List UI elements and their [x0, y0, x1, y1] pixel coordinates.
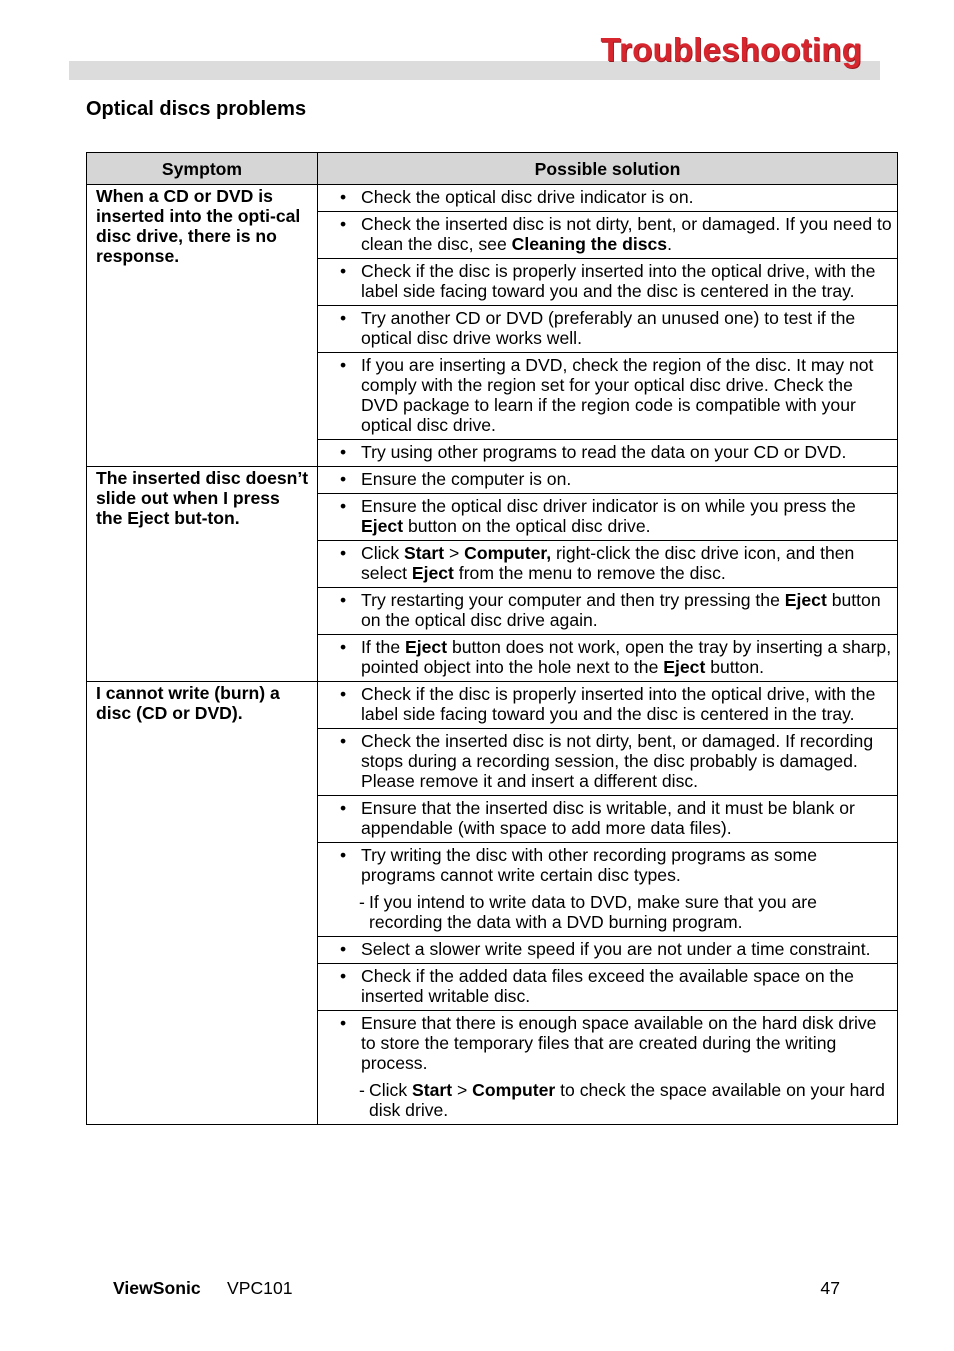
solution-text — [361, 731, 893, 791]
text-segment: Check if the added data files exceed the available space on the inserted writable disc. — [361, 966, 854, 1006]
solution-cell — [318, 494, 898, 541]
symptom-cell: The inserted disc doesn’t slide out when I press the Eject but-ton. — [87, 467, 318, 682]
bullet-icon: • — [340, 261, 347, 281]
text-segment: button. — [705, 657, 765, 677]
text-segment: Check if the disc is properly inserted into the optical drive, with the label side facing toward you and the disc is centered in the tray. — [361, 261, 876, 301]
text-segment: Select a slower write speed if you are not under a time constraint. — [361, 939, 871, 959]
solution-item — [340, 543, 893, 583]
solution-item — [340, 966, 893, 1006]
solution-text — [361, 590, 893, 630]
table-row — [87, 185, 898, 212]
bold-term: Cleaning the discs — [511, 234, 668, 254]
dash-marker: - — [359, 1080, 365, 1100]
solution-text — [361, 1013, 893, 1073]
text-segment: Ensure that the inserted disc is writable, and it must be blank or appendable (with space to add more data files). — [361, 798, 855, 838]
solution-text — [361, 496, 893, 536]
text-segment: button on the optical disc drive. — [403, 516, 651, 536]
bullet-icon: • — [340, 731, 347, 751]
bullet-icon: • — [340, 187, 347, 207]
bullet-icon: • — [340, 1013, 347, 1033]
text-segment: to check the space available on your hard disk drive. — [369, 1080, 885, 1120]
bullet-icon: • — [340, 684, 347, 704]
bullet-icon: • — [340, 543, 347, 563]
solution-cell — [318, 440, 898, 467]
bullet-icon: • — [340, 469, 347, 489]
solution-cell — [318, 588, 898, 635]
solution-item — [340, 469, 893, 489]
text-segment: Check the inserted disc is not dirty, bent, or damaged. If recording stops during a recording session, the disc probably is damaged. Please remove it and insert a different disc. — [361, 731, 874, 791]
table-row — [87, 467, 898, 494]
solution-cell — [318, 843, 898, 937]
solution-text — [361, 845, 893, 885]
bullet-icon: • — [340, 214, 347, 234]
solution-item — [340, 798, 893, 838]
solution-item — [340, 355, 893, 435]
symptom-header: Symptom — [87, 153, 318, 185]
text-segment: If you are inserting a DVD, check the region of the disc. It may not comply with the region set for your optical disc drive. Check the DVD package to learn if the region code is compatible with your optical disc drive. — [361, 355, 874, 435]
page-title: Troubleshooting — [600, 31, 862, 68]
solution-text — [361, 214, 893, 254]
bold-term: Start — [412, 1080, 453, 1100]
text-segment: Try writing the disc with other recording programs as some programs cannot write certain disc types. — [361, 845, 817, 885]
text-segment: . — [667, 234, 672, 254]
subnote-text — [369, 1080, 893, 1120]
solution-item — [340, 214, 893, 254]
symptom-cell: When a CD or DVD is inserted into the opti-cal disc drive, there is no response. — [87, 185, 318, 467]
solution-item — [340, 731, 893, 791]
page-number: 47 — [820, 1278, 840, 1298]
bullet-icon: • — [340, 308, 347, 328]
solution-text — [361, 543, 893, 583]
solution-text — [361, 966, 893, 1006]
text-segment: If the — [361, 637, 406, 657]
solution-item — [340, 1013, 893, 1073]
solution-subnote — [340, 892, 893, 932]
bullet-icon: • — [340, 496, 347, 516]
solution-cell — [318, 964, 898, 1011]
solution-cell — [318, 729, 898, 796]
table-header-row — [87, 153, 898, 185]
text-segment: Check the optical disc drive indicator is on. — [361, 187, 694, 207]
bullet-icon: • — [340, 637, 347, 657]
bullet-icon: • — [340, 966, 347, 986]
text-segment: Check if the disc is properly inserted into the optical drive, with the label side facing toward you and the disc is centered in the tray. — [361, 684, 876, 724]
solution-cell — [318, 937, 898, 964]
text-segment: right-click the disc drive icon, and then select — [361, 543, 855, 583]
solution-cell — [318, 353, 898, 440]
text-segment: > — [444, 543, 465, 563]
solution-item — [340, 187, 893, 207]
text-segment: If you intend to write data to DVD, make sure that you are recording the data with a DVD burning program. — [369, 892, 817, 932]
bullet-icon: • — [340, 845, 347, 865]
text-segment: Ensure the optical disc driver indicator is on while you press the — [361, 496, 856, 516]
text-segment: Ensure that there is enough space available on the hard disk drive to store the temporary files that are created during the writing process. — [361, 1013, 877, 1073]
text-segment: Try another CD or DVD (preferably an unused one) to test if the optical disc drive works well. — [361, 308, 856, 348]
bold-term: Eject — [405, 637, 448, 657]
solution-cell — [318, 635, 898, 682]
troubleshooting-table — [86, 152, 898, 1125]
section-title: Optical discs problems — [86, 98, 307, 120]
solution-text — [361, 684, 893, 724]
solution-item — [340, 637, 893, 677]
text-segment: Click — [361, 543, 405, 563]
solution-cell — [318, 796, 898, 843]
text-segment: Click — [369, 1080, 413, 1100]
solution-text — [361, 355, 893, 435]
solution-item — [340, 845, 893, 885]
subnote-text — [369, 892, 893, 932]
solution-text — [361, 261, 893, 301]
solution-cell — [318, 259, 898, 306]
text-segment: Ensure the computer is on. — [361, 469, 572, 489]
solution-item — [340, 442, 893, 462]
symptom-cell: I cannot write (burn) a disc (CD or DVD). — [87, 682, 318, 1125]
bold-term: Eject — [663, 657, 706, 677]
solution-text — [361, 798, 893, 838]
solution-cell — [318, 467, 898, 494]
solution-cell — [318, 212, 898, 259]
text-segment: > — [452, 1080, 473, 1100]
solution-item — [340, 496, 893, 536]
bullet-icon: • — [340, 442, 347, 462]
solution-item — [340, 684, 893, 724]
bullet-icon: • — [340, 590, 347, 610]
dash-marker: - — [359, 892, 365, 912]
text-segment: button does not work, open the tray by inserting a sharp, pointed object into the hole next to the — [361, 637, 892, 677]
table-row — [87, 682, 898, 729]
bullet-icon: • — [340, 939, 347, 959]
bullet-icon: • — [340, 355, 347, 375]
text-segment: button on the optical disc drive again. — [361, 590, 881, 630]
bold-term: Computer — [472, 1080, 556, 1100]
solution-item — [340, 261, 893, 301]
table-body — [87, 185, 898, 1125]
footer-model: VPC101 — [227, 1278, 293, 1298]
solution-cell — [318, 185, 898, 212]
solution-text — [361, 442, 893, 462]
text-segment: Check the inserted disc is not dirty, bent, or damaged. If you need to clean the disc, see — [361, 214, 892, 254]
solution-cell — [318, 1011, 898, 1125]
text-segment: Try restarting your computer and then try pressing the — [361, 590, 785, 610]
footer-brand: ViewSonic — [113, 1278, 201, 1298]
solution-header: Possible solution — [318, 153, 898, 185]
bold-term: Eject — [361, 516, 404, 536]
solution-text — [361, 637, 893, 677]
bold-term: Eject — [411, 563, 454, 583]
solution-text — [361, 187, 893, 207]
solution-item — [340, 939, 893, 959]
solution-text — [361, 469, 893, 489]
solution-cell — [318, 541, 898, 588]
text-segment: from the menu to remove the disc. — [453, 563, 726, 583]
solution-text — [361, 308, 893, 348]
solution-cell — [318, 306, 898, 353]
solution-text — [361, 939, 893, 959]
bullet-icon: • — [340, 798, 347, 818]
text-segment: Try using other programs to read the data on your CD or DVD. — [361, 442, 847, 462]
solution-cell — [318, 682, 898, 729]
bold-term: Start — [404, 543, 445, 563]
bold-term: Computer, — [464, 543, 552, 563]
bold-term: Eject — [784, 590, 827, 610]
solution-subnote — [340, 1080, 893, 1120]
solution-item — [340, 590, 893, 630]
solution-item — [340, 308, 893, 348]
